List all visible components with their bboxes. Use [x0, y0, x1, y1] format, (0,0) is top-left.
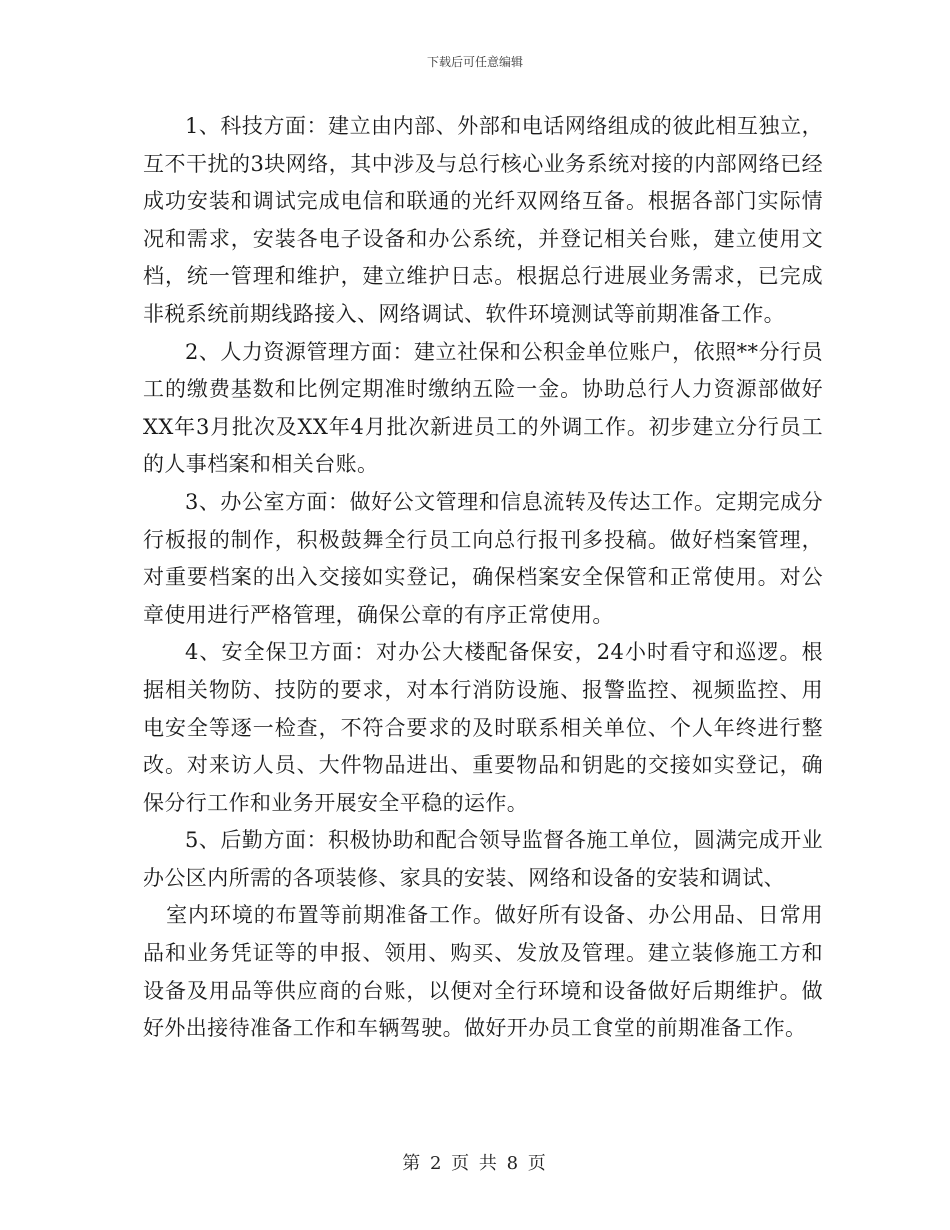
paragraph-office: 3、办公室方面：做好公文管理和信息流转及传达工作。定期完成分行板报的制作，积极鼓舞全行员工向总行报刊多投稿。做好档案管理，对重要档案的出入交接如实登记，确保档案安全保管和正常使用。对公章使用进行严格管理，确保公章的有序正常使用。	[143, 489, 823, 627]
page-number: 第 2 页 共 8 页	[402, 1153, 548, 1174]
paragraph-human-resources: 2、人力资源管理方面：建立社保和公积金单位账户，依照**分行员工的缴费基数和比例定期准时缴纳五险一金。协助总行人力资源部做好XX年3月批次及XX年4月批次新进员工的外调工作。初步建立分行员工的人事档案和相关台账。	[143, 339, 823, 477]
paragraph-logistics-continued: 室内环境的布置等前期准备工作。做好所有设备、办公用品、日常用品和业务凭证等的申报、领用、购买、发放及管理。建立装修施工方和设备及用品等供应商的台账，以便对全行环境和设备做好后期维护。做好外出接待准备工作和车辆驾驶。做好开办员工食堂的前期准备工作。	[143, 903, 823, 1041]
document-body	[143, 108, 823, 1048]
paragraph-security: 4、安全保卫方面：对办公大楼配备保安，24小时看守和巡逻。根据相关物防、技防的要求，对本行消防设施、报警监控、视频监控、用电安全等逐一检查，不符合要求的及时联系相关单位、个人年终进行整改。对来访人员、大件物品进出、重要物品和钥匙的交接如实登记，确保分行工作和业务开展安全平稳的运作。	[143, 640, 823, 815]
paragraph-logistics: 5、后勤方面：积极协助和配合领导监督各施工单位，圆满完成开业办公区内所需的各项装修、家具的安装、网络和设备的安装和调试、	[143, 828, 823, 890]
page-header: 下载后可任意编辑	[426, 55, 523, 69]
paragraph-technology: 1、科技方面：建立由内部、外部和电话网络组成的彼此相互独立，互不干扰的3块网络，其中涉及与总行核心业务系统对接的内部网络已经成功安装和调试完成电信和联通的光纤双网络互备。根据各部门实际情况和需求，安装各电子设备和办公系统，并登记相关台账，建立使用文档，统一管理和维护，建立维护日志。根据总行进展业务需求，已完成非税系统前期线路接入、网络调试、软件环境测试等前期准备工作。	[143, 114, 823, 326]
